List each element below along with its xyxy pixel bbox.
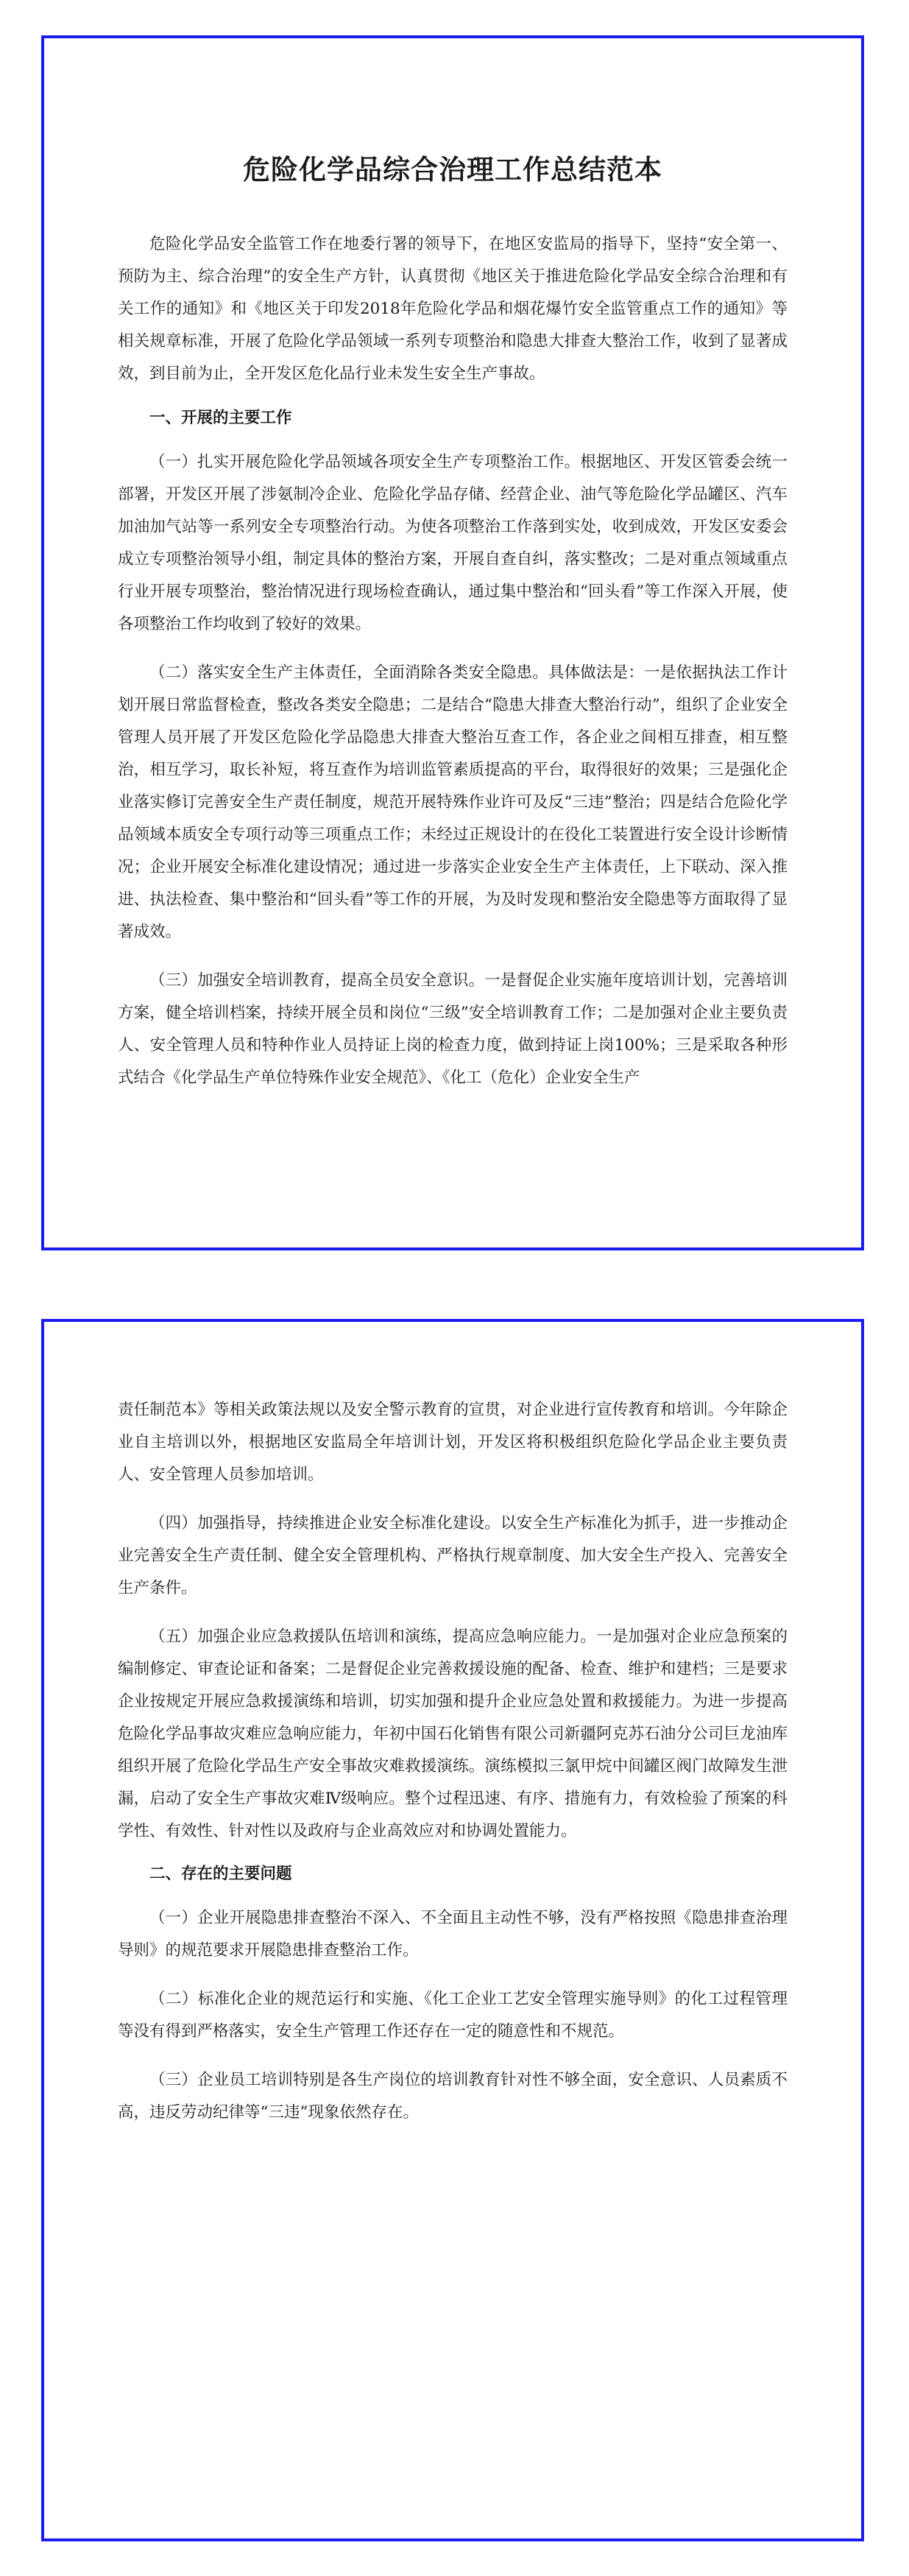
page-1-body xyxy=(118,228,788,1094)
intro-paragraph: 危险化学品安全监管工作在地委行署的领导下，在地区安监局的指导下，坚持“安全第一、预防为主、综合治理”的安全生产方针，认真贯彻《地区关于推进危险化学品安全综合治理和有关工作的通知》和《地区关于印发2018年危险化学品和烟花爆竹安全监管重点工作的通知》等相关规章标准，开展了危险化学品领域一系列专项整治和隐患大排查大整治工作，收到了显著成效，到目前为止，全开发区危化品行业未发生安全生产事故。 xyxy=(118,235,788,383)
section-heading-issues: 二、存在的主要问题 xyxy=(149,1865,292,1883)
paragraph-issue-3: （三）企业员工培训特别是各生产岗位的培训教育针对性不够全面，安全意识、人员素质不高，违反劳动纪律等“三违”现象依然存在。 xyxy=(118,2071,788,2122)
paragraph-issue-2: （二）标准化企业的规范运行和实施、《化工企业工艺安全管理实施导则》的化工过程管理等没有得到严格落实，安全生产管理工作还存在一定的随意性和不规范。 xyxy=(118,1990,788,2041)
paragraph-item-4: （四）加强指导，持续推进企业安全标准化建设。以安全生产标准化为抓手，进一步推动企业完善安全生产责任制、健全安全管理机构、严格执行规章制度、加大安全生产投入、完善安全生产条件。 xyxy=(118,1514,788,1597)
paragraph-item-3-part: （三）加强安全培训教育，提高全员安全意识。一是督促企业实施年度培训计划，完善培训方案，健全培训档案，持续开展全员和岗位“三级”安全培训教育工作；二是加强对企业主要负责人、安全管理人员和特种作业人员持证上岗的检查力度，做到持证上岗100%；三是采取各种形式结合《化学品生产单位特殊作业安全规范》、《化工（危化）企业安全生产 xyxy=(118,971,788,1087)
paragraph-item-3-continued: 责任制范本》等相关政策法规以及安全警示教育的宣贯，对企业进行宣传教育和培训。今年除企业自主培训以外，根据地区安监局全年培训计划，开发区将积极组织危险化学品企业主要负责人、安全管理人员参加培训。 xyxy=(118,1401,788,1484)
paragraph-item-1: （一）扎实开展危险化学品领域各项安全生产专项整治工作。根据地区、开发区管委会统一部署，开发区开展了涉氨制冷企业、危险化学品存储、经营企业、油气等危险化学品罐区、汽车加油加气站等一系列安全专项整治行动。为使各项整治工作落到实处，收到成效，开发区安委会成立专项整治领导小组，制定具体的整治方案，开展自查自纠，落实整改；二是对重点领域重点行业开展专项整治，整治情况进行现场检查确认，通过集中整治和“回头看”等工作深入开展，使各项整治工作均收到了较好的效果。 xyxy=(118,453,788,633)
document-title: 危险化学品综合治理工作总结范本 xyxy=(243,153,662,186)
paragraph-issue-1: （一）企业开展隐患排查整治不深入、不全面且主动性不够，没有严格按照《隐患排查治理导则》的规范要求开展隐患排查整治工作。 xyxy=(118,1909,788,1960)
paragraph-item-5: （五）加强企业应急救援队伍培训和演练，提高应急响应能力。一是加强对企业应急预案的编制修定、审查论证和备案；二是督促企业完善救援设施的配备、检查、维护和建档；三是要求企业按规定开展应急救援演练和培训，切实加强和提升企业应急处置和救援能力。为进一步提高危险化学品事故灾难应急响应能力，年初中国石化销售有限公司新疆阿克苏石油分公司巨龙油库组织开展了危险化学品生产安全事故灾难救援演练。演练模拟三氯甲烷中间罐区阀门故障发生泄漏，启动了安全生产事故灾难Ⅳ级响应。整个过程迅速、有序、措施有力，有效检验了预案的科学性、有效性、针对性以及政府与企业高效应对和协调处置能力。 xyxy=(118,1627,788,1840)
page-2-body xyxy=(118,1394,788,2129)
section-heading-work: 一、开展的主要工作 xyxy=(149,409,292,427)
paragraph-item-2: （二）落实安全生产主体责任，全面消除各类安全隐患。具体做法是：一是依据执法工作计划开展日常监督检查，整改各类安全隐患；二是结合“隐患大排查大整治行动”，组织了企业安全管理人员开展了开发区危险化学品隐患大排查大整治互查工作，各企业之间相互排查，相互整治，相互学习，取长补短，将互查作为培训监管素质提高的平台，取得很好的效果；三是强化企业落实修订完善安全生产责任制度，规范开展特殊作业许可及反“三违”整治；四是结合危险化学品领域本质安全专项行动等三项重点工作；未经过正规设计的在役化工装置进行安全设计诊断情况；企业开展安全标准化建设情况；通过进一步落实企业安全生产主体责任，上下联动、深入推进、执法检查、集中整治和“回头看”等工作的开展，为及时发现和整治安全隐患等方面取得了显著成效。 xyxy=(118,664,788,941)
document-page-1 xyxy=(41,35,864,1250)
document-page-2 xyxy=(41,1319,864,2541)
